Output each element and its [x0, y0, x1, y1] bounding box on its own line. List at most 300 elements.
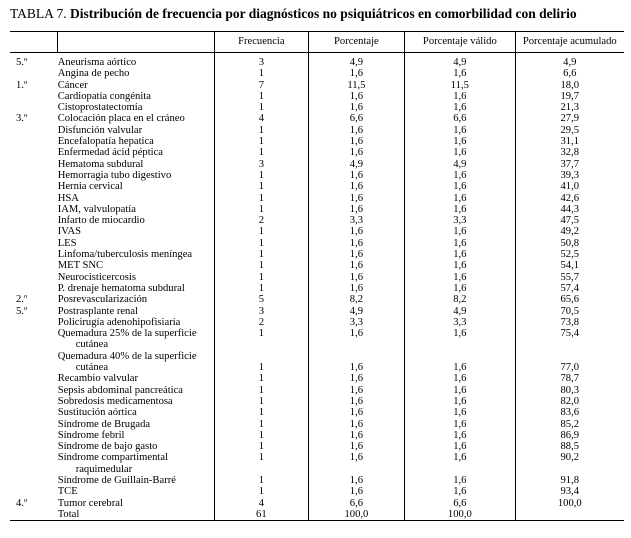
rank-cell: 1.º: [16, 79, 28, 91]
value-cell-pa: 41,0: [515, 181, 624, 192]
table-row: [10, 125, 624, 136]
value-cell-pv: 1,6: [405, 475, 515, 486]
value-cell-pv: 1,6: [405, 204, 515, 215]
value-cell-f: 1: [215, 238, 309, 249]
rank-cell: [10, 215, 58, 226]
rank-cell: [10, 419, 58, 430]
value-cell-f: 4: [215, 498, 309, 509]
rank-cell: [10, 441, 58, 452]
diagnosis-label: P. drenaje hematoma subdural: [57, 282, 185, 294]
rank-cell: [10, 475, 58, 486]
value-cell-p: 3,3: [308, 215, 405, 226]
header-frequency: Frecuencia: [215, 32, 309, 53]
table-row: [10, 486, 624, 497]
rank-cell: [10, 317, 58, 328]
table-row: [10, 136, 624, 147]
value-cell-f: 1: [215, 125, 309, 136]
value-cell-p: 1,6: [308, 238, 405, 249]
value-cell-pv: 1,6: [405, 181, 515, 192]
value-cell-pa: 50,8: [515, 238, 624, 249]
value-cell-pa: [515, 509, 624, 521]
value-cell-p: 100,0: [308, 509, 405, 521]
rank-cell: 4.º: [16, 497, 28, 509]
diagnosis-label: Síndrome de Guillain-Barré: [57, 474, 176, 486]
table-row: [10, 181, 624, 192]
table-row: [10, 317, 624, 328]
table-row: [10, 238, 624, 249]
diagnosis-label: MET SNC: [57, 260, 104, 272]
rank-cell: [10, 159, 58, 170]
table-row: [10, 91, 624, 102]
value-cell-pv: 1,6: [405, 486, 515, 497]
diagnosis-cell: [58, 226, 215, 237]
value-cell-pv: 1,6: [405, 396, 515, 407]
header-valid-percentage: Porcentaje válido: [405, 32, 515, 53]
rank-cell: [10, 283, 58, 294]
value-cell-p: 1,6: [308, 147, 405, 158]
value-cell-pv: 1,6: [405, 272, 515, 283]
value-cell-pa: 85,2: [515, 419, 624, 430]
value-cell-f: 5: [215, 294, 309, 305]
rank-cell: 5.º: [16, 57, 28, 68]
value-cell-pv: 4,9: [405, 159, 515, 170]
header-percentage: Porcentaje: [308, 32, 405, 53]
value-cell-pa: 57,4: [515, 283, 624, 294]
diagnosis-label: Cistoprostatectomía: [57, 102, 143, 114]
rank-cell: [10, 170, 58, 181]
diagnosis-label: Tumor cerebral: [57, 497, 123, 509]
rank-cell: [10, 430, 58, 441]
table-row: [10, 260, 624, 271]
rank-cell: [10, 407, 58, 418]
table-row: [10, 226, 624, 237]
diagnosis-label: Neurocisticercosis: [57, 271, 136, 283]
value-cell-pa: 4,9: [515, 53, 624, 69]
value-cell-pa: 100,0: [515, 498, 624, 509]
value-cell-f: 1: [215, 91, 309, 102]
table-row: [10, 80, 624, 91]
value-cell-f: 3: [215, 306, 309, 317]
diagnosis-cell: [58, 328, 215, 351]
value-cell-f: 1: [215, 181, 309, 192]
rank-cell: [10, 509, 58, 521]
value-cell-f: 2: [215, 215, 309, 226]
table-row: [10, 272, 624, 283]
value-cell-pa: 91,8: [515, 475, 624, 486]
table-row: [10, 385, 624, 396]
diagnosis-cell: [58, 486, 215, 497]
value-cell-pa: 31,1: [515, 136, 624, 147]
value-cell-f: 1: [215, 170, 309, 181]
diagnosis-label: Colocación placa en el cráneo: [57, 113, 185, 125]
diagnosis-label: Postrasplante renal: [57, 305, 138, 317]
rank-cell: [10, 68, 58, 79]
value-cell-f: 1: [215, 328, 309, 351]
caption-prefix: TABLA 7.: [10, 6, 67, 21]
value-cell-p: 1,6: [308, 272, 405, 283]
value-cell-pv: 1,6: [405, 125, 515, 136]
value-cell-pa: 55,7: [515, 272, 624, 283]
value-cell-pv: 4,9: [405, 53, 515, 69]
rank-cell: [10, 147, 58, 158]
table-row: [10, 215, 624, 226]
value-cell-p: 11,5: [308, 80, 405, 91]
value-cell-pv: 1,6: [405, 68, 515, 79]
diagnosis-cell: [58, 407, 215, 418]
diagnosis-cell: [58, 193, 215, 204]
table-row: [10, 396, 624, 407]
value-cell-pv: 1,6: [405, 193, 515, 204]
table-row: [10, 452, 624, 475]
table-row: [10, 102, 624, 113]
value-cell-p: 1,6: [308, 441, 405, 452]
diagnosis-label: Sustitución aórtica: [57, 407, 137, 419]
diagnosis-cell: [58, 306, 215, 317]
diagnosis-label: Sobredosis medicamentosa: [57, 395, 173, 407]
value-cell-f: 1: [215, 226, 309, 237]
value-cell-pv: 1,6: [405, 249, 515, 260]
rank-cell: [10, 193, 58, 204]
table-row: [10, 159, 624, 170]
value-cell-f: 1: [215, 136, 309, 147]
diagnosis-label: Posrevascularización: [57, 294, 148, 306]
diagnosis-cell: [58, 68, 215, 79]
value-cell-pv: 1,6: [405, 283, 515, 294]
diagnosis-cell: [58, 283, 215, 294]
rank-cell: [10, 238, 58, 249]
value-cell-f: 1: [215, 452, 309, 475]
value-cell-pa: 47,5: [515, 215, 624, 226]
value-cell-p: 3,3: [308, 317, 405, 328]
table-row: [10, 430, 624, 441]
diagnosis-label: Infarto de miocardio: [57, 215, 145, 227]
diagnosis-label: Aneurisma aórtico: [57, 57, 137, 68]
value-cell-f: 1: [215, 102, 309, 113]
diagnosis-label: Quemadura 25% de la superficie: [57, 328, 197, 340]
table-row: [10, 306, 624, 317]
diagnosis-cell: [58, 125, 215, 136]
diagnosis-cell: [58, 452, 215, 475]
value-cell-pv: 8,2: [405, 294, 515, 305]
value-cell-p: 6,6: [308, 113, 405, 124]
diagnosis-label: Sepsis abdominal pancreática: [57, 384, 184, 396]
table-row: [10, 328, 624, 351]
value-cell-p: 1,6: [308, 181, 405, 192]
diagnosis-label: IVAS: [57, 226, 82, 238]
table-row: [10, 113, 624, 124]
value-cell-pa: 49,2: [515, 226, 624, 237]
rank-cell: [10, 396, 58, 407]
table-row: [10, 441, 624, 452]
diagnosis-label: Hematoma subdural: [57, 158, 144, 170]
rank-cell: [10, 136, 58, 147]
table-row: [10, 147, 624, 158]
diagnosis-cell: [58, 373, 215, 384]
value-cell-p: 4,9: [308, 306, 405, 317]
value-cell-pa: 83,6: [515, 407, 624, 418]
value-cell-p: 8,2: [308, 294, 405, 305]
table-row: [10, 68, 624, 79]
diagnosis-label: Total: [57, 508, 80, 520]
value-cell-pv: 1,6: [405, 136, 515, 147]
value-cell-p: 1,6: [308, 125, 405, 136]
diagnosis-label: Síndrome compartimental: [57, 452, 169, 464]
diagnosis-cell: [58, 351, 215, 374]
value-cell-f: 61: [215, 509, 309, 521]
rank-cell: [10, 385, 58, 396]
diagnosis-cell: [58, 159, 215, 170]
diagnosis-cell: [58, 272, 215, 283]
table-row: [10, 170, 624, 181]
diagnosis-cell: [58, 238, 215, 249]
value-cell-p: 1,6: [308, 170, 405, 181]
value-cell-pa: 65,6: [515, 294, 624, 305]
value-cell-pv: 1,6: [405, 452, 515, 475]
diagnosis-label: Linfoma/tuberculosis meníngea: [57, 249, 193, 261]
value-cell-pa: 82,0: [515, 396, 624, 407]
table-row: [10, 475, 624, 486]
diagnosis-cell: [58, 430, 215, 441]
value-cell-f: 1: [215, 441, 309, 452]
value-cell-pa: 37,7: [515, 159, 624, 170]
diagnosis-cell: [58, 249, 215, 260]
value-cell-p: 1,6: [308, 226, 405, 237]
value-cell-f: 1: [215, 272, 309, 283]
value-cell-p: 1,6: [308, 486, 405, 497]
value-cell-f: 1: [215, 193, 309, 204]
diagnosis-label: Disfunción valvular: [57, 124, 143, 136]
diagnosis-cell: [58, 294, 215, 305]
table-row: [10, 283, 624, 294]
diagnosis-label: Síndrome de Brugada: [57, 418, 151, 430]
diagnosis-cell: [58, 170, 215, 181]
value-cell-pv: 1,6: [405, 238, 515, 249]
diagnosis-label: LES: [57, 237, 77, 249]
diagnosis-label: Síndrome febril: [57, 429, 125, 441]
value-cell-pv: 1,6: [405, 260, 515, 271]
value-cell-pa: 54,1: [515, 260, 624, 271]
value-cell-f: 1: [215, 419, 309, 430]
value-cell-pv: 6,6: [405, 498, 515, 509]
table-row: [10, 373, 624, 384]
value-cell-pa: 90,2: [515, 452, 624, 475]
value-cell-p: 1,6: [308, 396, 405, 407]
value-cell-p: 1,6: [308, 102, 405, 113]
rank-cell: [10, 373, 58, 384]
value-cell-pa: 75,4: [515, 328, 624, 351]
value-cell-f: 1: [215, 147, 309, 158]
value-cell-p: 1,6: [308, 283, 405, 294]
value-cell-p: 6,6: [308, 498, 405, 509]
value-cell-pa: 78,7: [515, 373, 624, 384]
value-cell-pa: 29,5: [515, 125, 624, 136]
value-cell-pa: 70,5: [515, 306, 624, 317]
value-cell-f: 1: [215, 407, 309, 418]
header-rank: [10, 32, 58, 53]
value-cell-pa: 39,3: [515, 170, 624, 181]
table-row: [10, 419, 624, 430]
value-cell-p: 1,6: [308, 68, 405, 79]
frequency-table: [10, 31, 624, 521]
diagnosis-label: IAM, valvulopatía: [57, 203, 136, 215]
value-cell-f: 4: [215, 113, 309, 124]
diagnosis-cell: [58, 204, 215, 215]
table-row: [10, 53, 624, 69]
diagnosis-label: Quemadura 40% de la superficie: [57, 350, 197, 362]
diagnosis-cell: [58, 441, 215, 452]
rank-cell: [10, 125, 58, 136]
diagnosis-cell: [58, 215, 215, 226]
value-cell-pv: 3,3: [405, 317, 515, 328]
value-cell-p: 1,6: [308, 385, 405, 396]
value-cell-f: 1: [215, 249, 309, 260]
value-cell-f: 1: [215, 486, 309, 497]
diagnosis-cell: [58, 509, 215, 521]
value-cell-p: 1,6: [308, 91, 405, 102]
diagnosis-cell: [58, 317, 215, 328]
value-cell-pa: 73,8: [515, 317, 624, 328]
diagnosis-cell: [58, 419, 215, 430]
diagnosis-cell: [58, 260, 215, 271]
value-cell-pv: 11,5: [405, 80, 515, 91]
value-cell-pv: 1,6: [405, 351, 515, 374]
diagnosis-label: Hernia cervical: [57, 181, 123, 193]
value-cell-f: 1: [215, 283, 309, 294]
value-cell-p: 1,6: [308, 419, 405, 430]
rank-cell: [10, 351, 58, 374]
value-cell-pv: 1,6: [405, 102, 515, 113]
value-cell-pv: 1,6: [405, 407, 515, 418]
value-cell-pa: 80,3: [515, 385, 624, 396]
rank-cell: [10, 181, 58, 192]
value-cell-pa: 19,7: [515, 91, 624, 102]
value-cell-p: 1,6: [308, 136, 405, 147]
header-cumulative-percentage: Porcentaje acumulado: [515, 32, 624, 53]
value-cell-pa: 27,9: [515, 113, 624, 124]
value-cell-pa: 21,3: [515, 102, 624, 113]
rank-cell: 5.º: [16, 305, 28, 317]
value-cell-pv: 1,6: [405, 419, 515, 430]
table-header-row: [10, 32, 624, 53]
value-cell-pv: 1,6: [405, 441, 515, 452]
value-cell-pv: 4,9: [405, 306, 515, 317]
value-cell-pv: 1,6: [405, 430, 515, 441]
value-cell-pv: 1,6: [405, 226, 515, 237]
diagnosis-label-continued: raquimedular: [75, 463, 133, 475]
value-cell-f: 1: [215, 204, 309, 215]
diagnosis-label: TCE: [57, 486, 78, 498]
value-cell-pa: 6,6: [515, 68, 624, 79]
diagnosis-label: Cáncer: [57, 79, 88, 91]
value-cell-f: 1: [215, 430, 309, 441]
value-cell-p: 1,6: [308, 407, 405, 418]
value-cell-pv: 1,6: [405, 147, 515, 158]
caption-title: Distribución de frecuencia por diagnósticos no psiquiátricos en comorbilidad con delirio: [70, 6, 577, 21]
diagnosis-label: Recambio valvular: [57, 373, 138, 385]
value-cell-f: 7: [215, 80, 309, 91]
table-row: [10, 498, 624, 509]
value-cell-p: 4,9: [308, 159, 405, 170]
value-cell-f: 1: [215, 475, 309, 486]
diagnosis-label-continued: cutánea: [75, 339, 109, 351]
diagnosis-label: Enfermedad ácid péptica: [57, 147, 163, 159]
value-cell-f: 1: [215, 351, 309, 374]
table-body: [10, 53, 624, 521]
value-cell-p: 1,6: [308, 249, 405, 260]
value-cell-p: 1,6: [308, 204, 405, 215]
rank-cell: [10, 486, 58, 497]
value-cell-f: 1: [215, 373, 309, 384]
table-caption: [10, 6, 577, 22]
diagnosis-cell: [58, 498, 215, 509]
value-cell-p: 1,6: [308, 328, 405, 351]
value-cell-p: 1,6: [308, 193, 405, 204]
value-cell-f: 3: [215, 159, 309, 170]
table-row: [10, 351, 624, 374]
value-cell-pv: 1,6: [405, 373, 515, 384]
table-row: [10, 193, 624, 204]
table-row: [10, 204, 624, 215]
value-cell-f: 3: [215, 53, 309, 69]
value-cell-p: 1,6: [308, 260, 405, 271]
rank-cell: 3.º: [16, 113, 28, 125]
value-cell-f: 1: [215, 260, 309, 271]
rank-cell: [10, 226, 58, 237]
diagnosis-label: Policirugía adenohipofisiaria: [57, 316, 181, 328]
value-cell-pa: 52,5: [515, 249, 624, 260]
diagnosis-cell: [58, 147, 215, 158]
diagnosis-label-continued: cutánea: [75, 362, 109, 374]
value-cell-pa: 44,3: [515, 204, 624, 215]
value-cell-pv: 3,3: [405, 215, 515, 226]
diagnosis-label: Encefalopatía hepatica: [57, 136, 154, 148]
diagnosis-label: Cardiopatía congénita: [57, 90, 151, 102]
rank-cell: 2.º: [16, 294, 28, 306]
diagnosis-cell: [58, 80, 215, 91]
diagnosis-cell: [58, 113, 215, 124]
value-cell-f: 1: [215, 68, 309, 79]
value-cell-p: 1,6: [308, 475, 405, 486]
table-row: [10, 249, 624, 260]
rank-cell: [10, 452, 58, 475]
value-cell-pv: 1,6: [405, 328, 515, 351]
value-cell-pa: 32,8: [515, 147, 624, 158]
value-cell-f: 1: [215, 396, 309, 407]
rank-cell: [10, 260, 58, 271]
value-cell-f: 2: [215, 317, 309, 328]
value-cell-pv: 1,6: [405, 385, 515, 396]
diagnosis-cell: [58, 385, 215, 396]
table-row: [10, 509, 624, 521]
diagnosis-cell: [58, 396, 215, 407]
table-row: [10, 294, 624, 305]
diagnosis-cell: [58, 102, 215, 113]
diagnosis-cell: [58, 136, 215, 147]
value-cell-pv: 1,6: [405, 91, 515, 102]
value-cell-pa: 86,9: [515, 430, 624, 441]
diagnosis-cell: [58, 475, 215, 486]
header-diagnosis: [58, 32, 215, 53]
diagnosis-label: Angina de pecho: [57, 68, 130, 80]
table-row: [10, 407, 624, 418]
rank-cell: [10, 102, 58, 113]
value-cell-pa: 93,4: [515, 486, 624, 497]
value-cell-p: 1,6: [308, 430, 405, 441]
value-cell-pv: 1,6: [405, 170, 515, 181]
value-cell-p: 1,6: [308, 373, 405, 384]
diagnosis-cell: [58, 91, 215, 102]
value-cell-p: 4,9: [308, 53, 405, 69]
